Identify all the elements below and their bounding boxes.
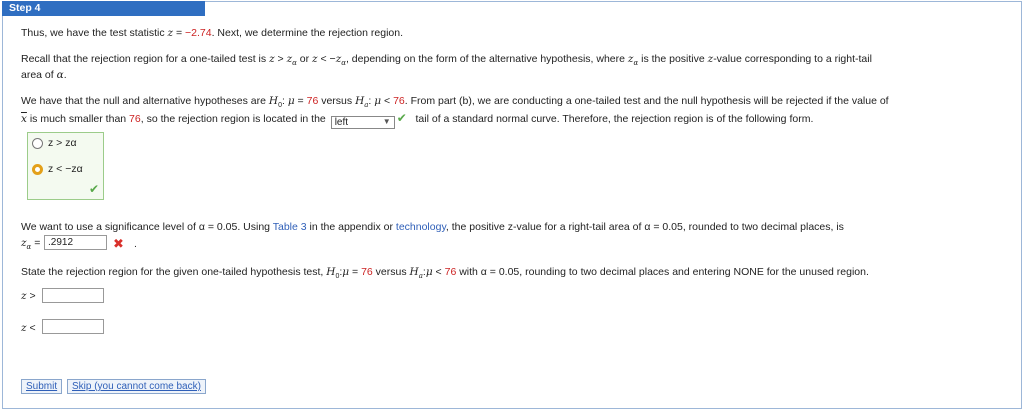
rejection-form-choices	[27, 132, 104, 200]
z-greater-label: z >	[21, 290, 36, 302]
z-less-label: z <	[21, 322, 36, 334]
z-alpha-input[interactable]: .2912	[44, 235, 107, 250]
tail-select[interactable]: left ▼	[331, 116, 395, 129]
state-region-line: State the rejection region for the given one-tailed hypothesis test, $H_0:\mu = 76$ versus $H_a:\mu < 76$ with α = 0.05, rounding to two decimal places and entering NONE for the unused region.	[21, 266, 869, 280]
correct-check-icon: ✔	[88, 182, 99, 196]
technology-link[interactable]: technology	[395, 221, 446, 233]
z-greater-input[interactable]	[42, 288, 104, 303]
correct-check-icon: ✔	[396, 111, 407, 125]
choice-radio-2[interactable]	[32, 164, 43, 175]
wrong-x-icon: ✖	[113, 236, 124, 251]
submit-button[interactable]: Submit	[21, 379, 62, 394]
rejection-region-recall: Recall that the rejection region for a one-tailed test is $z > z_\alpha$ or $z < -z_\alpha$, depending on the form of the alternative hypothesis, where $z_\alpha$ is the positive z-value corresponding to a right-tail	[21, 53, 872, 67]
step-header: Step 4	[2, 1, 205, 16]
z-less-input[interactable]	[42, 319, 104, 334]
test-statistic-value: −2.74	[185, 27, 212, 39]
rejection-region-recall-2: area of α.	[21, 69, 67, 81]
tail-line: $\overline{x}$ is much smaller than 76, so the rejection region is located in the left ▼ ✔ tail of a standard normal curve. Therefore, the rejection region is of the following form.	[21, 111, 814, 128]
choice-label-2: z < −zα	[48, 163, 83, 175]
choice-label-1: z > zα	[48, 137, 77, 149]
table-3-link[interactable]: Table 3	[272, 221, 307, 233]
z-alpha-label: $z_\alpha$ =	[21, 237, 41, 251]
hypotheses-line: We have that the null and alternative hypotheses are $H_0$: μ = 76 versus $H_a$: μ < 76. From part (b), we are conducting a one-tailed test and the null hypothesis will be rejected if the value of	[21, 95, 889, 109]
skip-button[interactable]: Skip (you cannot come back)	[67, 379, 206, 394]
chevron-down-icon: ▼	[382, 117, 391, 126]
significance-line: We want to use a significance level of α = 0.05. Using Table 3 in the appendix or technology, the positive z-value for a right-tail area of α = 0.05, rounded to two decimal places, is	[21, 221, 844, 233]
test-statistic-line: Thus, we have the test statistic z = −2.74. Next, we determine the rejection region.	[21, 27, 404, 39]
choice-radio-1[interactable]	[32, 138, 43, 149]
